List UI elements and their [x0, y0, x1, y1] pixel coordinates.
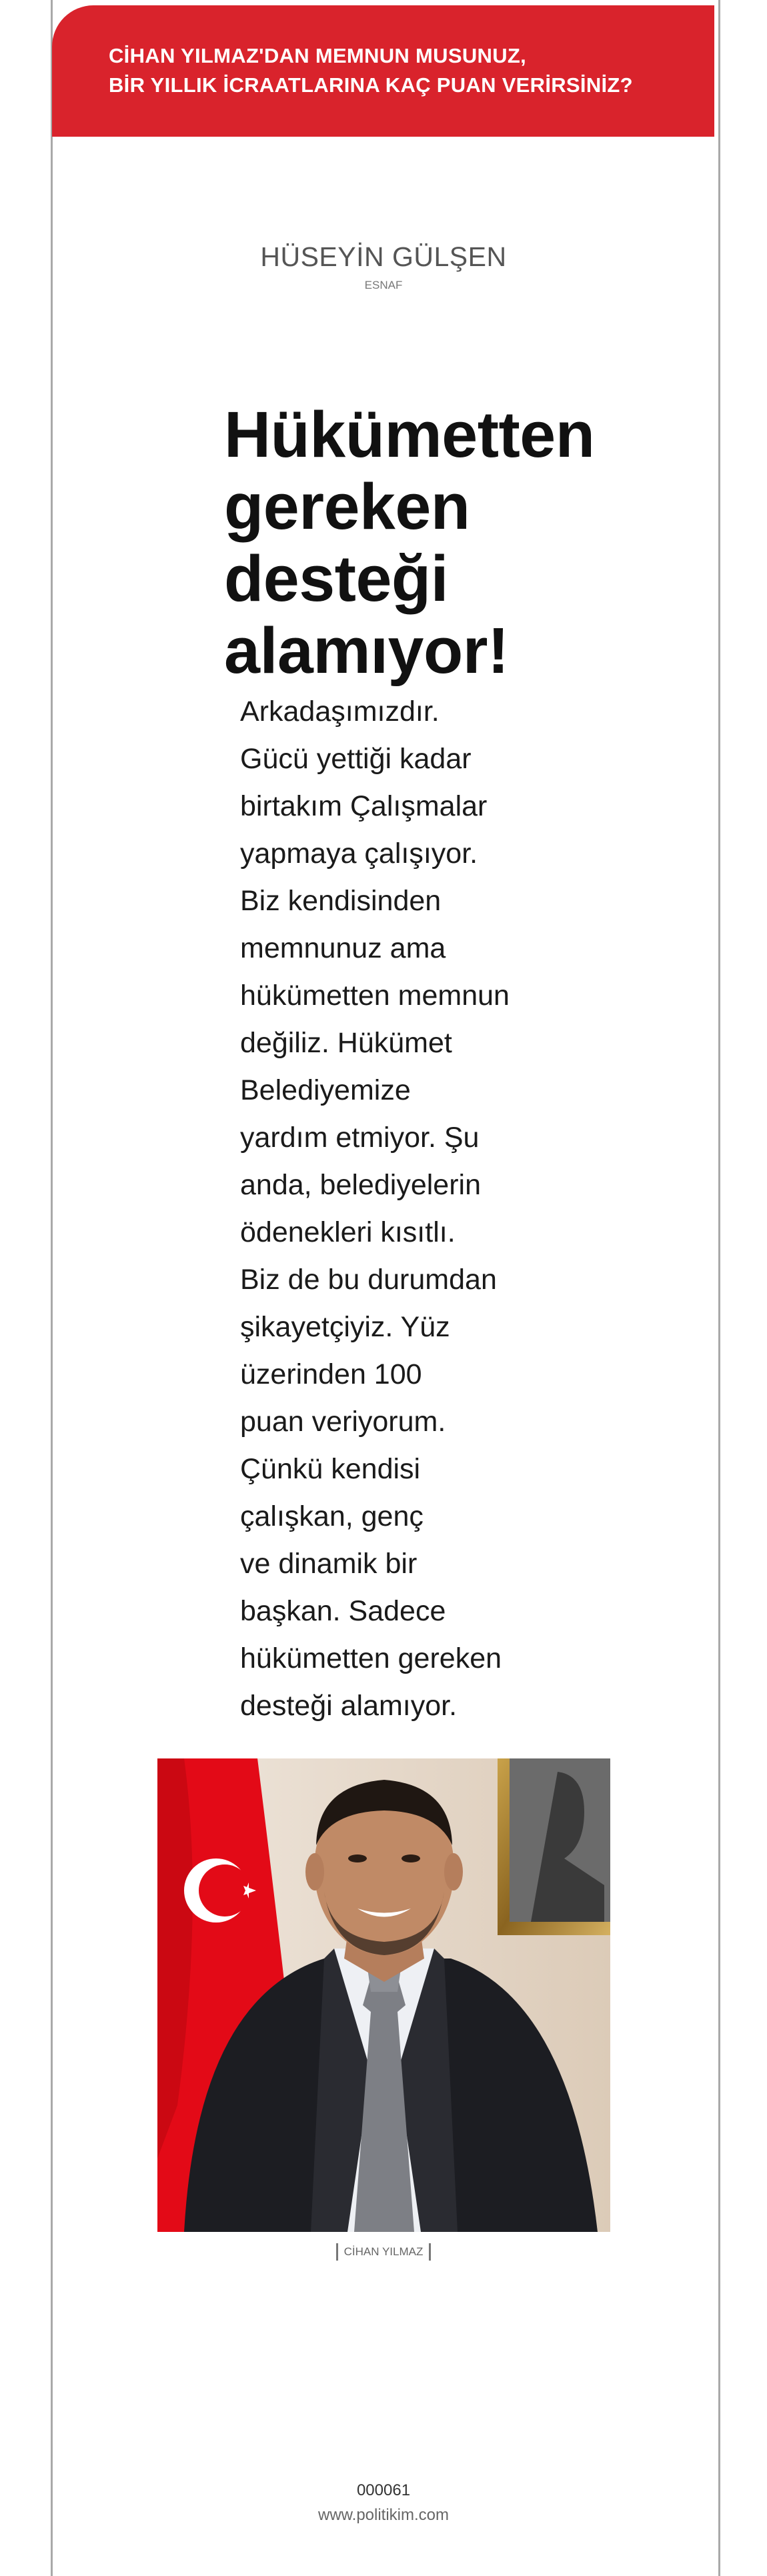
page-number: 000061 [356, 2481, 411, 2499]
headline [224, 399, 598, 687]
interviewee-name: HÜSEYİN GÜLŞEN [260, 241, 507, 272]
body-line: hükümetten gereken [240, 1642, 502, 1674]
right-ear [444, 1853, 463, 1890]
body-line: çalışkan, genç [240, 1500, 424, 1532]
right-eye [402, 1854, 420, 1862]
body-line: başkan. Sadece [240, 1595, 446, 1627]
interviewee-role: ESNAF [364, 279, 403, 291]
header-question-line-2: BİR YILLIK İCRAATLARINA KAÇ PUAN VERİRSİNİZ? [109, 73, 633, 97]
body-line: birtakım Çalışmalar [240, 790, 488, 822]
caption-divider [336, 2243, 338, 2261]
left-eye [348, 1854, 367, 1862]
body-line: hükümetten memnun [240, 980, 510, 1012]
body-line: puan veriyorum. [240, 1406, 446, 1438]
left-ear [305, 1853, 324, 1890]
body-line: ve dinamik bir [240, 1548, 418, 1580]
photo-caption [0, 2243, 767, 2261]
body-line: anda, belediyelerin [240, 1169, 481, 1201]
header-banner [52, 5, 714, 137]
body-line: yapmaya çalışıyor. [240, 838, 478, 870]
website-link[interactable]: www.politikim.com [317, 2506, 450, 2524]
caption-text: CİHAN YILMAZ [343, 2245, 424, 2258]
body-line: şikayetçiyiz. Yüz [240, 1311, 450, 1343]
caption-divider [429, 2243, 431, 2261]
body-line: değiliz. Hükümet [240, 1027, 452, 1059]
body-line: Çünkü kendisi [240, 1453, 421, 1485]
flag-crescent-inner [199, 1864, 251, 1916]
headline-line: Hükümetten [224, 398, 595, 471]
body-line: Belediyemize [240, 1074, 411, 1106]
header-question-line-1: CİHAN YILMAZ'DAN MEMNUN MUSUNUZ, [109, 44, 527, 67]
body-line: yardım etmiyor. Şu [240, 1122, 480, 1154]
body-line: ödenekleri kısıtlı. [240, 1216, 456, 1248]
body-line: memnunuz ama [240, 932, 446, 964]
body-line: Gücü yettiği kadar [240, 743, 472, 775]
headline-line: gereken [224, 470, 470, 543]
portrait-photo [157, 1758, 610, 2232]
body-line: Biz kendisinden [240, 885, 442, 917]
article-body [240, 688, 534, 1730]
body-line: desteği alamıyor. [240, 1690, 458, 1722]
headline-line: alamıyor! [224, 614, 509, 687]
body-line: Biz de bu durumdan [240, 1264, 497, 1296]
body-line: üzerinden 100 [240, 1358, 422, 1390]
body-line: Arkadaşımızdır. [240, 696, 440, 728]
headline-line: desteği [224, 542, 449, 615]
